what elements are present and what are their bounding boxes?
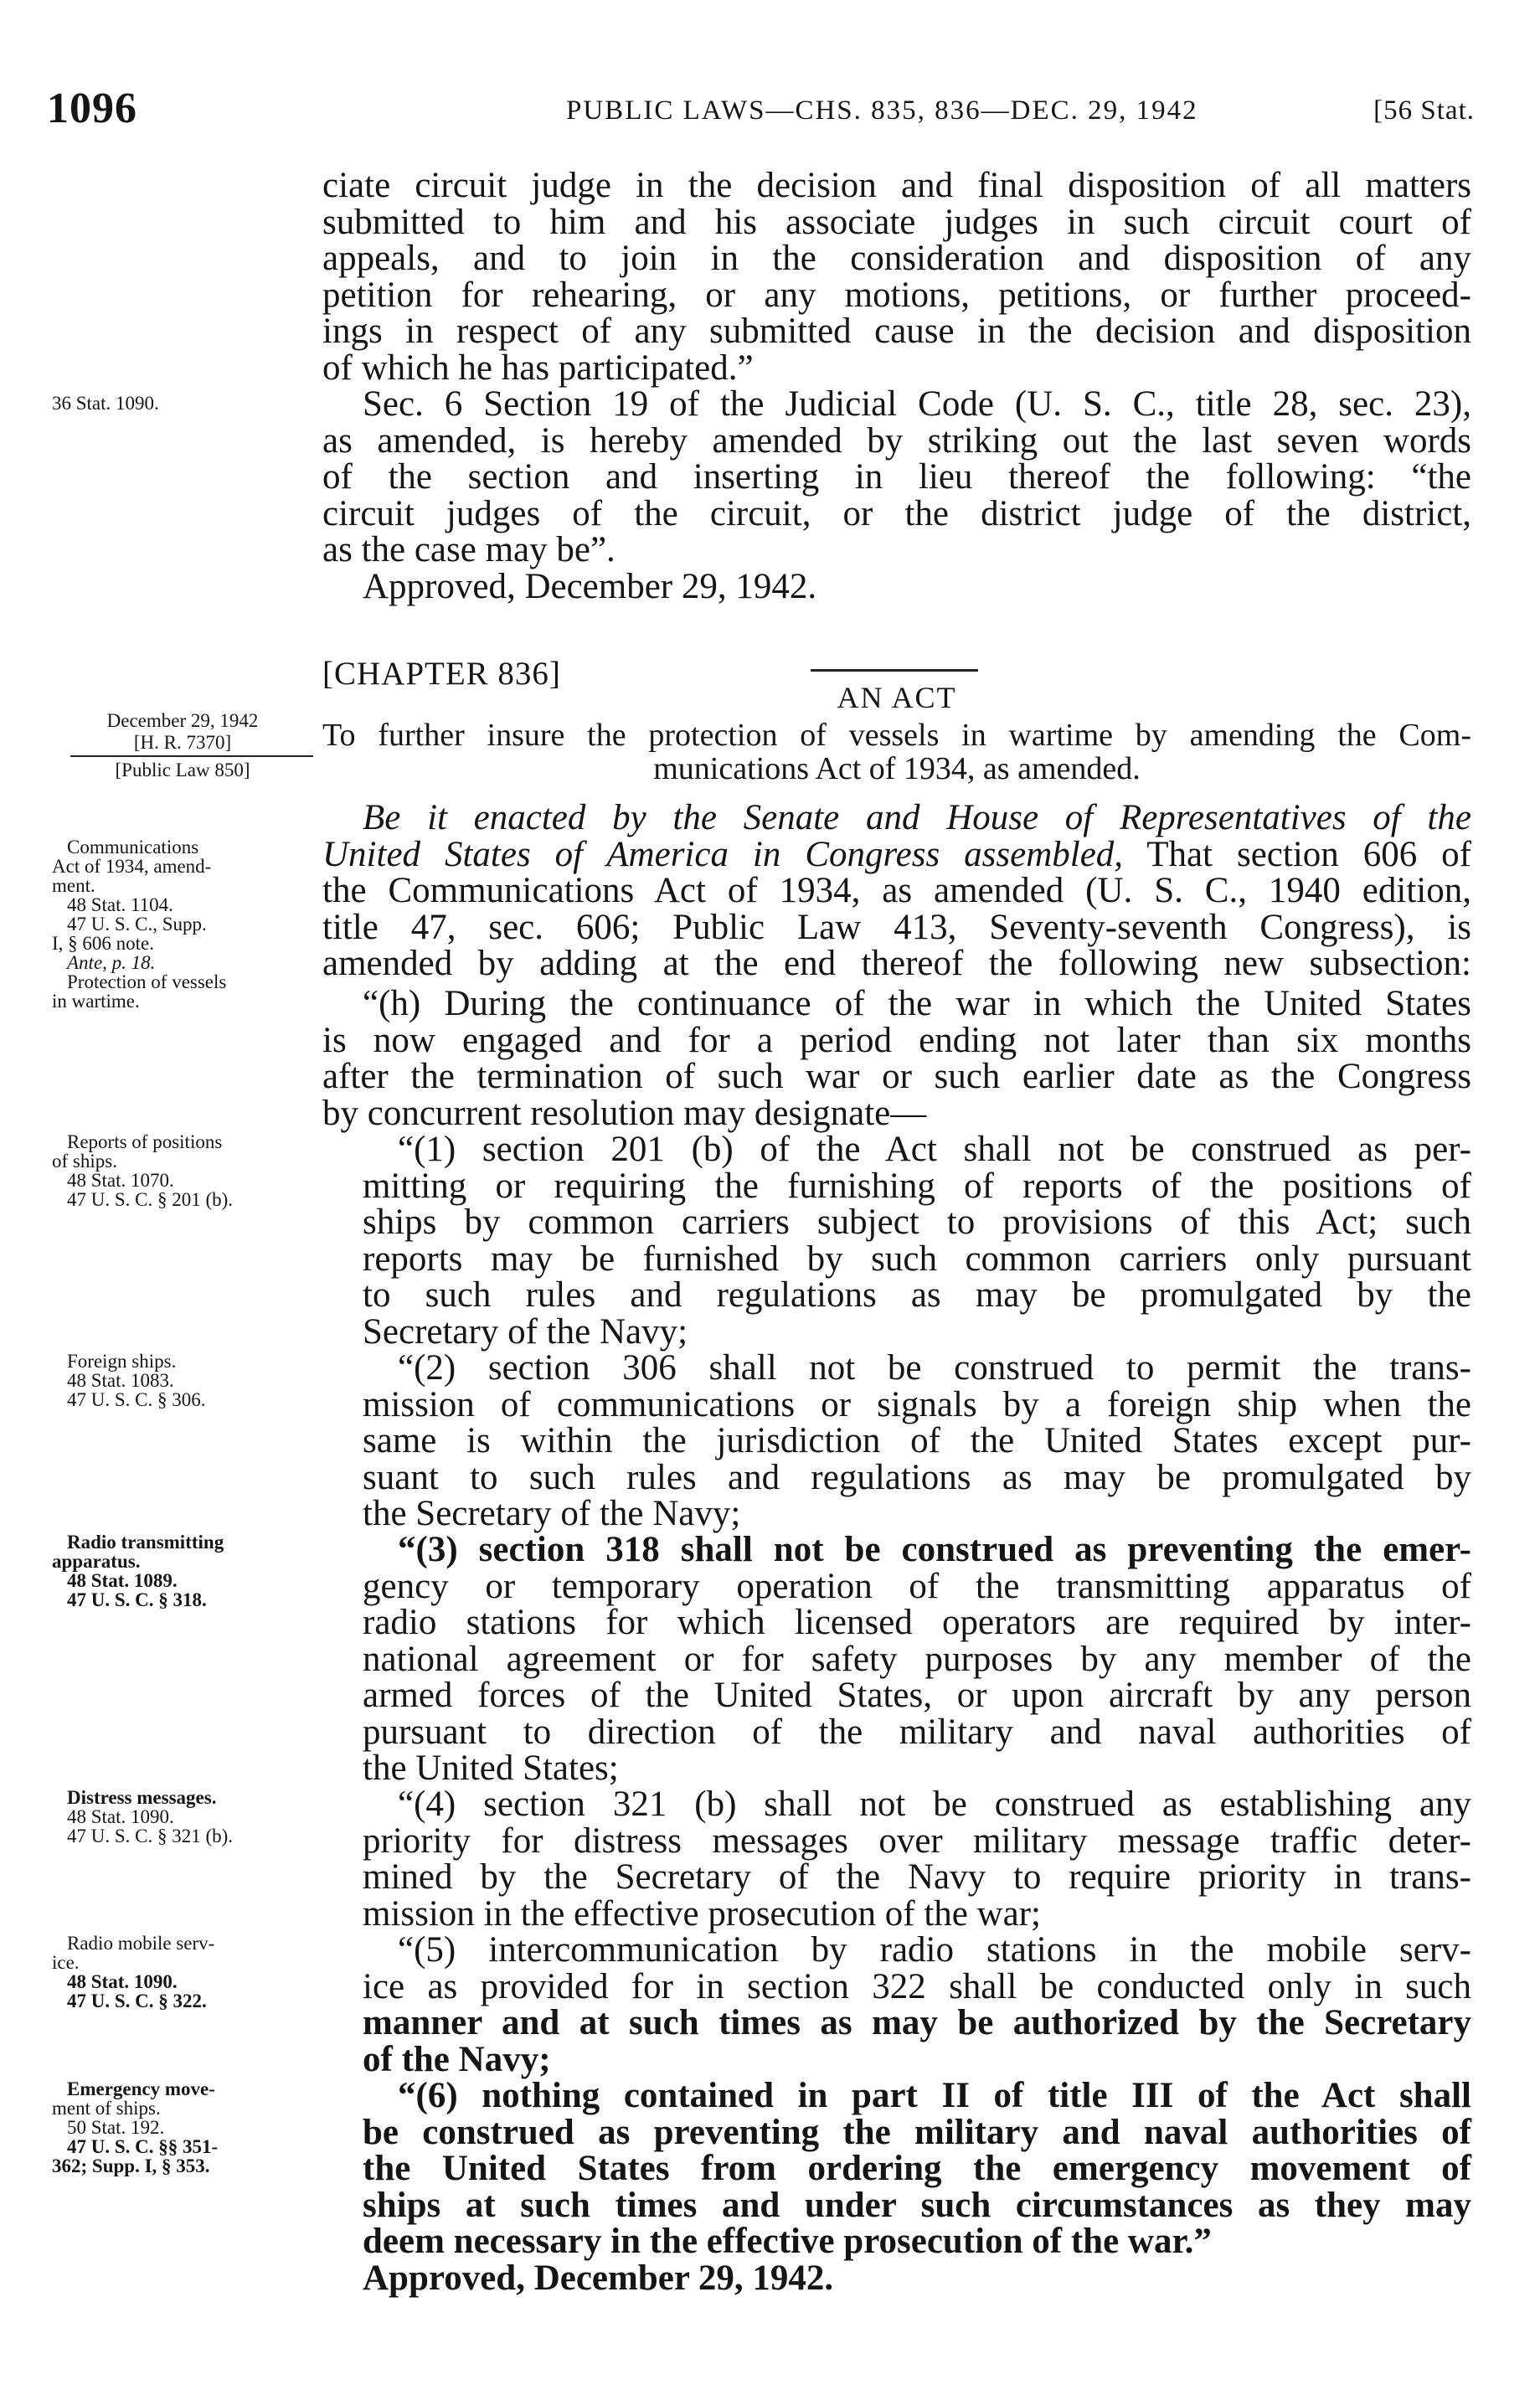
margin-note-radio-mobile: Radio mobile serv- ice. 48 Stat. 1090. 47 U. S. C. § 322. xyxy=(52,1933,215,2011)
text-line: munications Act of 1934, as amended. xyxy=(653,751,1141,786)
clause-2 xyxy=(322,1350,1471,1532)
text-line: ings in respect of any submitted cause in the decision and disposition xyxy=(322,312,1471,351)
margin-note-distress: Distress messages. 48 Stat. 1090. 47 U. S. C. § 321 (b). xyxy=(67,1787,234,1846)
text-line: of the section and inserting in lieu thereof the following: “the xyxy=(322,457,1471,497)
margin-note-communications: Communications Act of 1934, amend- ment. 48 Stat. 1104. 47 U. S. C., Supp. I, § 606 note. Ante, p. 18. Protection of vessels in wartime. xyxy=(52,837,227,1012)
clause-5 xyxy=(322,1932,1471,2078)
page-number: 1096 xyxy=(47,85,137,132)
margin-note-reports: Reports of positions of ships. 48 Stat. 1070. 47 U. S. C. § 201 (b). xyxy=(52,1131,234,1210)
text-line: “(6) nothing contained in part II of title III of the Act shall xyxy=(398,2076,1471,2115)
section-six xyxy=(322,386,1471,605)
text-line: armed forces of the United States, or upon aircraft by any person xyxy=(363,1676,1471,1715)
text-line: reports may be furnished by such common carriers only pursuant xyxy=(363,1239,1471,1279)
text-line: radio stations for which licensed operators are required by inter- xyxy=(363,1603,1471,1642)
margin-note-foreign-ships: Foreign ships. 48 Stat. 1083. 47 U. S. C. § 306. xyxy=(67,1351,206,1410)
margin-note-radio-transmitting: Radio transmitting apparatus. 48 Stat. 1089. 47 U. S. C. § 318. xyxy=(52,1532,224,1610)
text-line: Secretary of the Navy; xyxy=(363,1311,688,1352)
clause-4 xyxy=(322,1786,1471,1932)
text-line: mission in the effective prosecution of the war; xyxy=(363,1893,1042,1934)
text-line: the United States from ordering the emergency movement of xyxy=(363,2149,1471,2188)
text-line: ships at such times and under such circumstances as they may xyxy=(363,2185,1471,2225)
text-line: “(4) section 321 (b) shall not be construed as establishing any xyxy=(398,1785,1471,1824)
margin-note-stat-1090: 36 Stat. 1090. xyxy=(52,393,159,414)
chapter-label: [CHAPTER 836] xyxy=(322,656,561,692)
text-line: Sec. 6 Section 19 of the Judicial Code (U. S. C., title 28, sec. 23), xyxy=(363,384,1471,424)
text-line: amended by adding at the end thereof the following new subsection: xyxy=(322,944,1471,983)
text-line: of which he has participated.” xyxy=(322,348,754,388)
text-line: “(2) section 306 shall not be construed to permit the trans- xyxy=(398,1348,1471,1388)
subsection-h xyxy=(322,986,1471,1131)
clause-6 xyxy=(322,2078,1471,2296)
enacting-clause xyxy=(322,800,1471,982)
text-line: “(5) intercommunication by radio stations in the mobile serv- xyxy=(398,1930,1471,1970)
text-line: the United States; xyxy=(363,1748,619,1788)
text-line: pursuant to direction of the military and naval authorities of xyxy=(363,1712,1471,1752)
text-line: ice as provided for in section 322 shall be conducted only in such xyxy=(363,1966,1471,2006)
running-head: PUBLIC LAWS—CHS. 835, 836—DEC. 29, 1942 xyxy=(566,95,1198,126)
text-line: “(3) section 318 shall not be construed as preventing the emer- xyxy=(398,1530,1471,1569)
text-line: “(1) section 201 (b) of the Act shall not be construed as per- xyxy=(398,1130,1471,1169)
text-line: suant to such rules and regulations as may be promulgated by xyxy=(363,1457,1471,1497)
text-line: the Communications Act of 1934, as amended (U. S. C., 1940 edition, xyxy=(322,871,1471,910)
text-line: as amended, is hereby amended by striking out the last seven words xyxy=(322,420,1471,461)
act-description xyxy=(322,718,1471,785)
text-line: by concurrent resolution may designate— xyxy=(322,1093,927,1133)
text-line: be construed as preventing the military and naval authorities of xyxy=(363,2112,1471,2152)
text-line: as the case may be”. xyxy=(322,530,615,569)
clause-1 xyxy=(322,1131,1471,1350)
box-divider xyxy=(70,755,313,757)
separator-rule xyxy=(811,669,978,672)
text-line: manner and at such times as may be authorized by the Secretary xyxy=(363,2003,1471,2042)
public-law-number: [Public Law 850] xyxy=(115,760,250,780)
text-line: petition for rehearing, or any motions, petitions, or further proceed- xyxy=(322,275,1471,315)
text-line: United States of America in Congress assembled, That section 606 of xyxy=(322,834,1471,874)
text-line: mitting or requiring the furnishing of reports of the positions of xyxy=(363,1166,1471,1206)
bill-number: [H. R. 7370] xyxy=(133,732,232,753)
clause-3 xyxy=(322,1532,1471,1787)
text-line: mined by the Secretary of the Navy to require priority in trans- xyxy=(363,1857,1471,1897)
text-line: To further insure the protection of vessels in wartime by amending the Com- xyxy=(322,718,1471,753)
final-approved-line: Approved, December 29, 1942. xyxy=(363,2258,834,2298)
text-line: “(h) During the continuance of the war in which the United States xyxy=(363,984,1471,1023)
text-line: circuit judges of the circuit, or the district judge of the district, xyxy=(322,493,1471,533)
text-line: appeals, and to join in the consideration and disposition of any xyxy=(322,239,1471,278)
margin-note-emergency: Emergency move- ment of ships. 50 Stat. 192. 47 U. S. C. §§ 351- 362; Supp. I, § 353. xyxy=(52,2078,219,2176)
text-line: national agreement or for safety purposes by any member of the xyxy=(363,1639,1471,1679)
text-line: the Secretary of the Navy; xyxy=(363,1494,741,1533)
enactment-date: December 29, 1942 xyxy=(106,710,259,731)
text-line: ships by common carriers subject to provisions of this Act; such xyxy=(363,1203,1471,1242)
text-line: gency or temporary operation of the transmitting apparatus of xyxy=(363,1566,1471,1606)
act-title: AN ACT xyxy=(837,681,957,714)
text-line: of the Navy; xyxy=(363,2039,551,2079)
text-line: ciate circuit judge in the decision and final disposition of all matters xyxy=(322,166,1471,205)
approved-line: Approved, December 29, 1942. xyxy=(363,566,817,606)
text-line: title 47, sec. 606; Public Law 413, Seventy-seventh Congress), is xyxy=(322,907,1471,947)
text-line: same is within the jurisdiction of the United States except pur- xyxy=(363,1421,1471,1460)
text-line: Be it enacted by the Senate and House of Representatives of the xyxy=(363,798,1471,837)
text-line: is now engaged and for a period ending not later than six months xyxy=(322,1020,1471,1060)
text-line: submitted to him and his associate judges in such circuit court of xyxy=(322,202,1471,242)
text-line: after the termination of such war or such earlier date as the Congress xyxy=(322,1057,1471,1096)
continuation-text xyxy=(322,167,1471,386)
text-line: priority for distress messages over military message traffic deter- xyxy=(363,1821,1471,1861)
volume-reference: [56 Stat. xyxy=(1373,95,1475,126)
text-line: deem necessary in the effective prosecution of the war.” xyxy=(363,2222,1212,2261)
legislative-history-box xyxy=(52,710,313,781)
running-header xyxy=(47,84,1475,134)
text-line: to such rules and regulations as may be promulgated by the xyxy=(363,1275,1471,1315)
text-line: mission of communications or signals by a foreign ship when the xyxy=(363,1384,1471,1424)
